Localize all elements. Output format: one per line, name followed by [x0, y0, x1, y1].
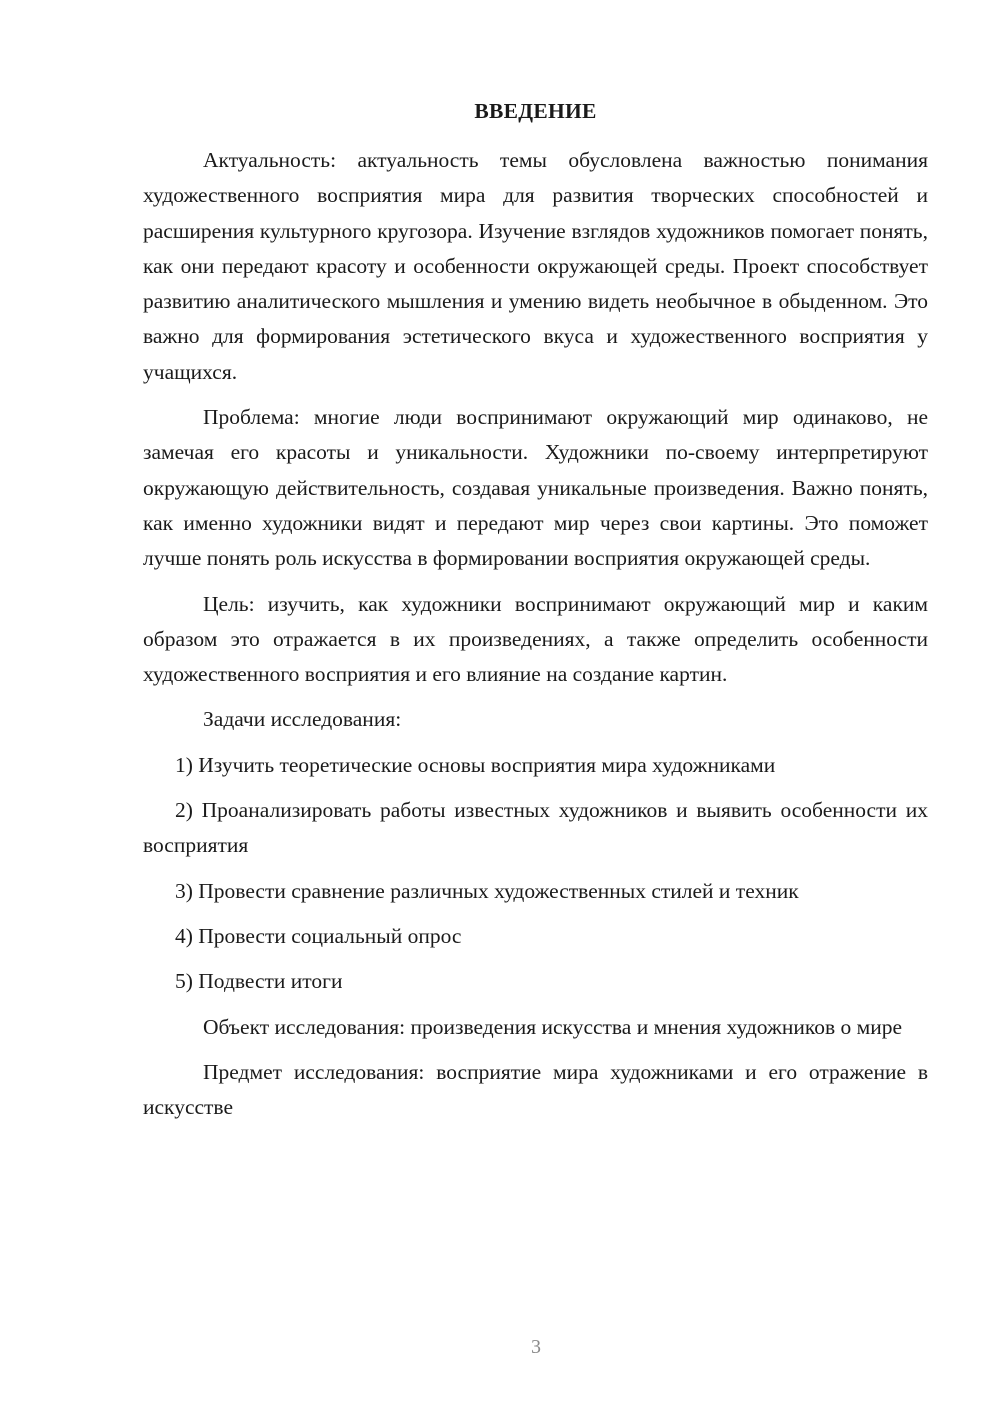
section-title: ВВЕДЕНИЕ [474, 99, 597, 123]
task-item-2: 2) Проанализировать работы известных художников и выявить особенности их восприятия [143, 798, 928, 858]
paragraph-problem: Проблема: многие люди воспринимают окружающий мир одинаково, не замечая его красоты и уникальности. Художники по-своему интерпретируют окружающую действительность, создавая уникальные произведения. Важно понять, как именно художники видят и передают мир через свои картины. Это поможет лучше понять роль искусства в формировании восприятия окружающей среды. [143, 405, 928, 571]
paragraph-relevance: Актуальность: актуальность темы обусловлена важностью понимания художественного восприятия мира для развития творческих способностей и расширения культурного кругозора. Изучение взглядов художников помогает понять, как они передают красоту и особенности окружающей среды. Проект способствует развитию аналитического мышления и умению видеть необычное в обыденном. Это важно для формирования эстетического вкуса и художественного восприятия у учащихся. [143, 148, 928, 384]
document-page [143, 95, 928, 1125]
task-item-1: 1) Изучить теоретические основы восприятия мира художниками [175, 752, 776, 777]
paragraph-object: Объект исследования: произведения искусства и мнения художников о мире [203, 1014, 903, 1039]
paragraph-subject: Предмет исследования: восприятие мира художниками и его отражение в искусстве [143, 1059, 928, 1120]
paragraph-tasks-heading: Задачи исследования: [203, 707, 402, 732]
page-number: 3 [531, 1336, 541, 1358]
paragraph-goal: Цель: изучить, как художники воспринимают окружающий мир и каким образом это отражается в их произведениях, а также определить особенности художественного восприятия и его влияние на создание картин. [143, 591, 928, 687]
task-item-5: 5) Подвести итоги [175, 969, 343, 994]
task-item-4: 4) Провести социальный опрос [175, 923, 462, 948]
task-item-3: 3) Провести сравнение различных художественных стилей и техник [175, 878, 799, 903]
